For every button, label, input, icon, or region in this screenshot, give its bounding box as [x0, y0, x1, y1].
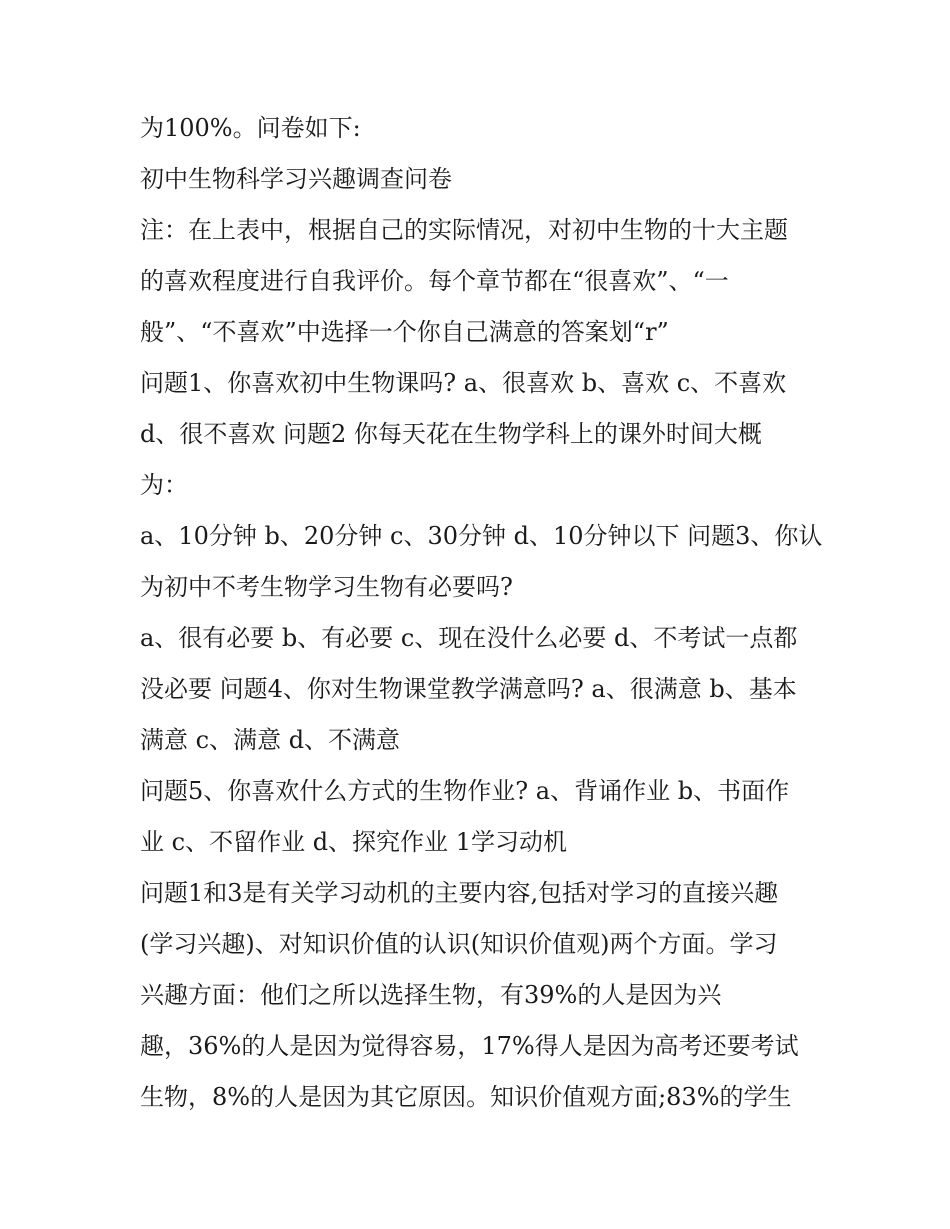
text-line: (学习兴趣)、对知识价值的认识(知识价值观)两个方面。学习	[140, 930, 778, 958]
text-line: 注：在上表中，根据自己的实际情况，对初中生物的十大主题	[140, 216, 788, 244]
text-line: a、很有必要 b、有必要 c、现在没什么必要 d、不考试一点都	[140, 624, 798, 652]
text-line: 兴趣方面：他们之所以选择生物，有39%的人是因为兴	[140, 981, 722, 1009]
text-line: 问题5、你喜欢什么方式的生物作业? a、背诵作业 b、书面作	[140, 777, 790, 805]
body-text	[140, 103, 830, 1123]
text-line: 没必要 问题4、你对生物课堂教学满意吗? a、很满意 b、基本	[140, 675, 797, 703]
text-line: 的喜欢程度进行自我评价。每个章节都在“很喜欢”、“一	[140, 267, 729, 295]
text-line: 问题1、你喜欢初中生物课吗? a、很喜欢 b、喜欢 c、不喜欢	[140, 369, 787, 397]
text-line: 为初中不考生物学习生物有必要吗?	[140, 573, 513, 601]
text-line: 问题1和3是有关学习动机的主要内容,包括对学习的直接兴趣	[140, 879, 779, 907]
text-line: 满意 c、满意 d、不满意	[140, 726, 401, 754]
text-line: 生物，8%的人是因为其它原因。知识价值观方面;83%的学生	[140, 1083, 792, 1111]
questionnaire-title: 初中生物科学习兴趣调查问卷	[140, 165, 452, 193]
text-line: 为100%。问卷如下:	[140, 114, 361, 142]
text-line: 趣，36%的人是因为觉得容易，17%得人是因为高考还要考试	[140, 1032, 799, 1060]
text-line: a、10分钟 b、20分钟 c、30分钟 d、10分钟以下 问题3、你认	[140, 522, 823, 550]
text-line: 为：	[140, 471, 188, 499]
text-line: 业 c、不留作业 d、探究作业 1学习动机	[140, 828, 567, 856]
text-line: d、很不喜欢 问题2 你每天花在生物学科上的课外时间大概	[140, 420, 762, 448]
text-line: 般”、“不喜欢”中选择一个你自己满意的答案划“r”	[140, 318, 669, 346]
